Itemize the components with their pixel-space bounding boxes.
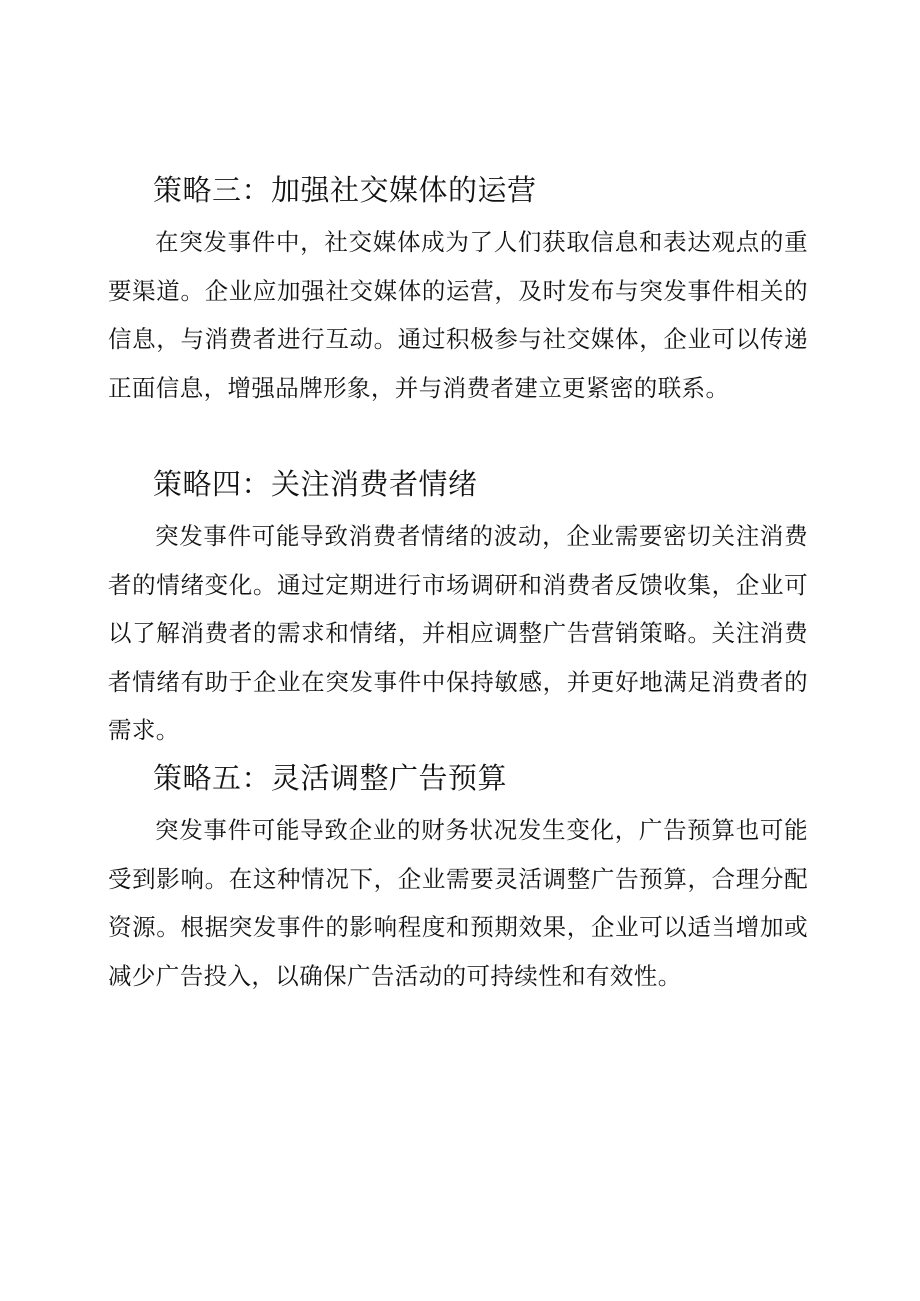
section-heading: 策略四：关注消费者情绪 xyxy=(153,467,478,501)
section-heading: 策略五：灵活调整广告预算 xyxy=(153,761,508,795)
section-strategy-3 xyxy=(108,168,808,412)
section-paragraph: 突发事件可能导致企业的财务状况发生变化，广告预算也可能受到影响。在这种情况下，企业需要灵活调整广告预算，合理分配资源。根据突发事件的影响程度和预期效果，企业可以适当增加或减少广告投入，以确保广告活动的可持续性和有效性。 xyxy=(108,816,808,990)
section-paragraph: 在突发事件中，社交媒体成为了人们获取信息和表达观点的重要渠道。企业应加强社交媒体的运营，及时发布与突发事件相关的信息，与消费者进行互动。通过积极参与社交媒体，企业可以传递正面信息，增强品牌形象，并与消费者建立更紧密的联系。 xyxy=(108,228,808,402)
section-paragraph: 突发事件可能导致消费者情绪的波动，企业需要密切关注消费者的情绪变化。通过定期进行市场调研和消费者反馈收集，企业可以了解消费者的需求和情绪，并相应调整广告营销策略。关注消费者情绪有助于企业在突发事件中保持敏感，并更好地满足消费者的需求。 xyxy=(108,522,808,744)
section-strategy-4 xyxy=(108,462,808,755)
section-strategy-5 xyxy=(108,756,808,1000)
section-heading: 策略三：加强社交媒体的运营 xyxy=(153,173,537,207)
